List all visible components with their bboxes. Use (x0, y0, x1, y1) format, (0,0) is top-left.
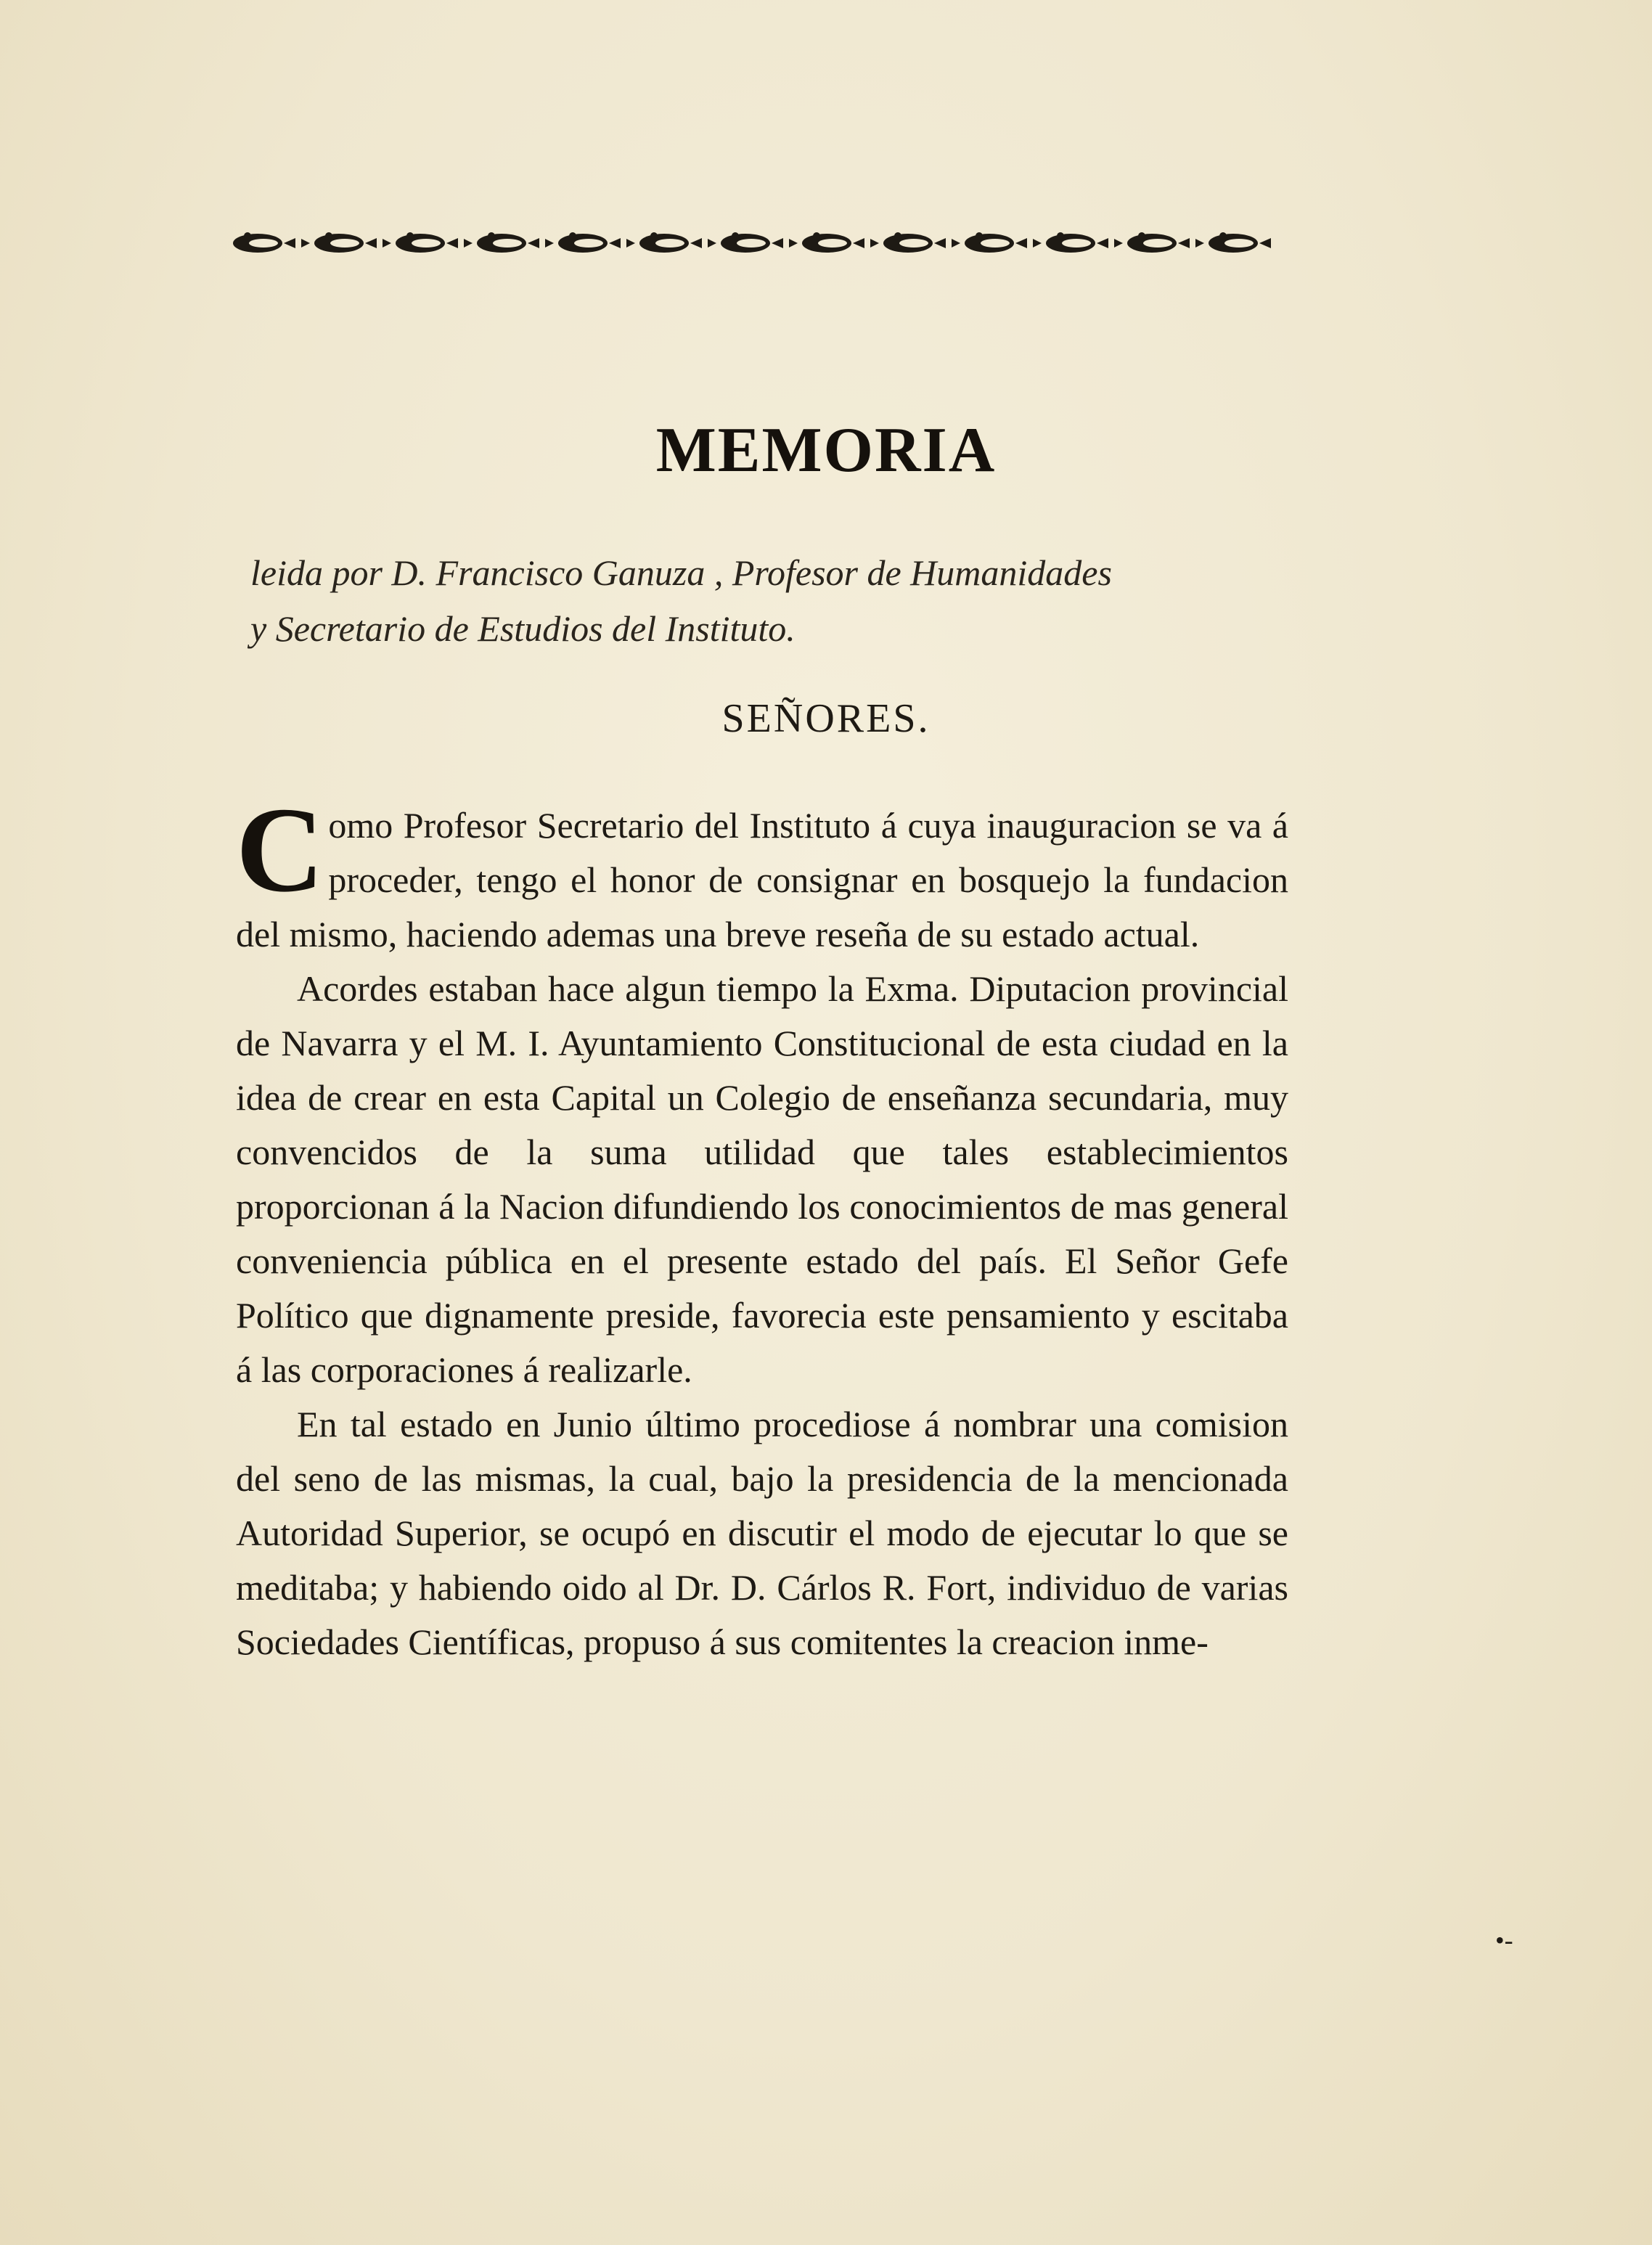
ornament-motif (545, 232, 621, 253)
paragraph-1-text: omo Profesor Secretario del Instituto á cuya inauguracion se va á proceder, tengo el honor de consignar en bosquejo la fundacion del mismo, haciendo ademas una breve reseña de su estado actual. (236, 805, 1288, 954)
ornament-motif (789, 232, 864, 253)
ornament-motif (708, 232, 783, 253)
document-title: MEMORIA (655, 415, 997, 486)
salutation: SEÑORES. (721, 696, 931, 741)
catchword: •- (1495, 1926, 1513, 1955)
paragraph-3: En tal estado en Junio último procediose á nombrar una comision del seno de las mismas, la cual, bajo la presidencia de la mencionada Autoridad Superior, se ocupó en discutir el modo de ejecutar lo que se meditaba; y habiendo oido al Dr. D. Cárlos R. Fort, individuo de varias Sociedades Científicas, propuso á sus comitentes la creacion inme- (236, 1404, 1288, 1662)
drop-cap: C (236, 782, 324, 917)
ornament-motif (626, 232, 702, 253)
ornament-motif (1195, 232, 1271, 253)
ornament-motif (1114, 232, 1190, 253)
ornament-band (229, 207, 1296, 272)
ornament-motif (1033, 232, 1108, 253)
body-text (236, 782, 1288, 1669)
ornament-motif (383, 232, 458, 253)
paragraph-2: Acordes estaban hace algun tiempo la Exma. Diputacion provincial de Navarra y el M. I. Ayuntamiento Constitucional de esta ciudad en la idea de crear en esta Capital un Colegio de enseñanza secundaria, muy convencidos de la suma utilidad que tales establecimientos proporcionan á la Nacion difundiendo los conocimientos de mas general conveniencia pública en el presente estado del país. El Señor Gefe Político que dignamente preside, favorecia este pensamiento y escitaba á las corporaciones á realizarle. (236, 968, 1288, 1390)
byline-line-2: y Secretario de Estudios del Instituto. (250, 608, 796, 649)
ornament-motif (464, 232, 539, 253)
ornament-motif (229, 232, 295, 253)
paragraph-1 (236, 782, 1288, 962)
ornament-motif (952, 232, 1027, 253)
ornament-motif (870, 232, 946, 253)
ornament-motif (301, 232, 377, 253)
byline-line-1: leida por D. Francisco Ganuza , Profesor de Humanidades (250, 552, 1112, 593)
